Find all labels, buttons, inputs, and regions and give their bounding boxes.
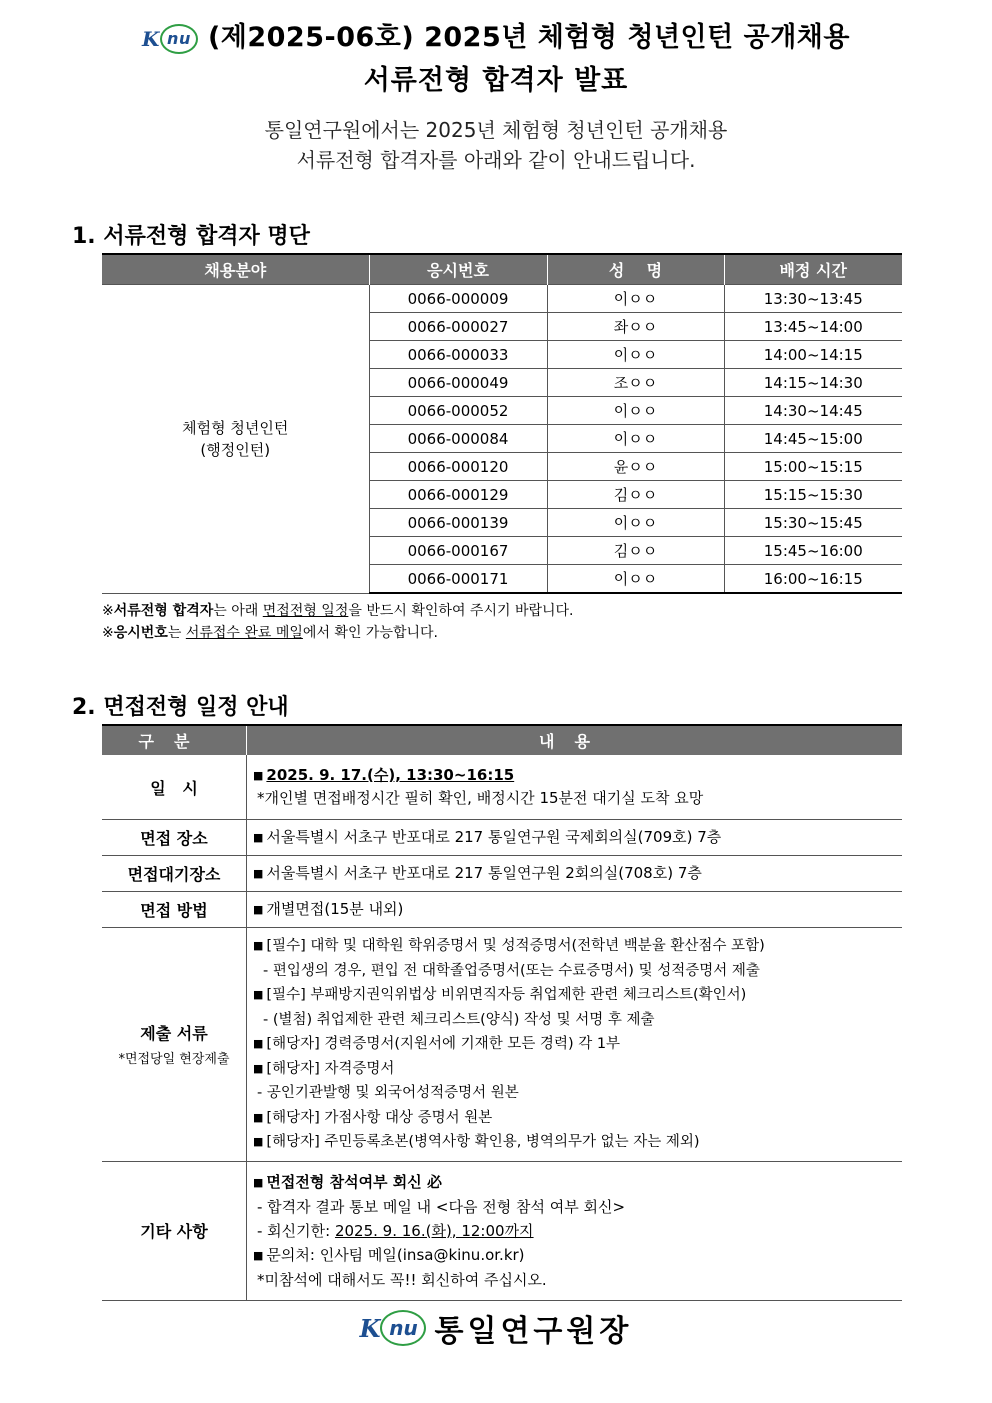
passer-id: 0066-000171 (369, 565, 547, 594)
docs-sublabel: *면접당일 현장제출 (118, 1052, 230, 1068)
row-method (102, 892, 902, 928)
passer-name: 이ㅇㅇ (547, 509, 724, 537)
passer-time: 15:15~15:30 (724, 481, 902, 509)
col-header-name: 성 명 (547, 254, 724, 285)
content-place: ■ 서울특별시 서초구 반포대로 217 통일연구원 국제회의실(709호) 7층 (247, 820, 903, 856)
label-date: 일 시 (102, 755, 247, 820)
title-line-2: 서류전형 합격자 발표 (363, 64, 629, 96)
col-header-division: 구분 (102, 725, 247, 755)
passer-time: 13:45~14:00 (724, 313, 902, 341)
note-1: ※서류전형 합격자는 아래 면접전형 일정을 반드시 확인하여 주시기 바랍니다. (102, 603, 574, 619)
passer-name: 좌ㅇㅇ (547, 313, 724, 341)
passer-id: 0066-000167 (369, 537, 547, 565)
passer-id: 0066-000084 (369, 425, 547, 453)
label-method: 면접 방법 (102, 892, 247, 928)
col-header-content: 내용 (247, 725, 903, 755)
section-2-title: 2. 면접전형 일정 안내 (72, 695, 289, 720)
passer-name: 김ㅇㅇ (547, 481, 724, 509)
kinu-logo-footer: K nu (360, 1310, 427, 1346)
interview-table-header (102, 725, 902, 755)
passer-time: 13:30~13:45 (724, 285, 902, 313)
bullet-icon: ■ (253, 867, 264, 880)
content-method: ■ 개별면접(15분 내외) (247, 892, 903, 928)
note-2: ※응시번호는 서류접수 완료 메일에서 확인 가능합니다. (102, 625, 438, 641)
passer-name: 이ㅇㅇ (547, 341, 724, 369)
intro-line-1: 통일연구원에서는 2025년 체험형 청년인턴 공개채용 (264, 118, 728, 142)
row-docs (102, 928, 902, 1162)
row-place (102, 820, 902, 856)
passer-name: 이ㅇㅇ (547, 285, 724, 313)
interview-table (102, 724, 902, 1301)
category-cell: 체험형 청년인턴 (행정인턴) (102, 285, 369, 594)
passer-time: 15:00~15:15 (724, 453, 902, 481)
passer-id: 0066-000129 (369, 481, 547, 509)
passer-time: 14:15~14:30 (724, 369, 902, 397)
passer-name: 이ㅇㅇ (547, 425, 724, 453)
passer-id: 0066-000120 (369, 453, 547, 481)
row-waiting (102, 856, 902, 892)
passer-id: 0066-000009 (369, 285, 547, 313)
content-waiting: ■ 서울특별시 서초구 반포대로 217 통일연구원 2회의실(708호) 7층 (247, 856, 903, 892)
passer-name: 이ㅇㅇ (547, 565, 724, 594)
content-etc: ■ 면접전형 참석여부 회신 必 - 합격자 결과 통보 메일 내 <다음 전형 참석 여부 회신> - 회신기한: 2025. 9. 16.(화), 12:00까지 ■ 문의처: 인사팀 메일(insa@kinu.or.kr) *미참석에 대해서도 꼭!! 회신하여 주십시오. (247, 1161, 903, 1300)
passer-time: 14:00~14:15 (724, 341, 902, 369)
col-header-time: 배정 시간 (724, 254, 902, 285)
intro-text (0, 115, 992, 175)
passer-name: 김ㅇㅇ (547, 537, 724, 565)
passer-table-header (102, 254, 902, 285)
bullet-icon: ■ (253, 769, 264, 782)
passer-id: 0066-000027 (369, 313, 547, 341)
label-docs: 제출 서류 *면접당일 현장제출 (102, 928, 247, 1162)
passer-row (102, 285, 902, 313)
passer-id: 0066-000139 (369, 509, 547, 537)
col-header-category: 채용분야 (102, 254, 369, 285)
label-waiting: 면접대기장소 (102, 856, 247, 892)
document-header (0, 18, 992, 101)
content-date (247, 755, 903, 820)
date-note: *개인별 면접배정시간 필히 확인, 배정시간 15분전 대기실 도착 요망 (257, 789, 704, 807)
bullet-icon: ■ (253, 903, 264, 916)
col-header-id: 응시번호 (369, 254, 547, 285)
passer-name: 윤ㅇㅇ (547, 453, 724, 481)
label-place: 면접 장소 (102, 820, 247, 856)
notes (102, 600, 574, 644)
passer-name: 이ㅇㅇ (547, 397, 724, 425)
passer-time: 16:00~16:15 (724, 565, 902, 594)
passer-id: 0066-000033 (369, 341, 547, 369)
interview-date: 2025. 9. 17.(수), 13:30~16:15 (266, 766, 515, 784)
passer-time: 15:30~15:45 (724, 509, 902, 537)
kinu-logo: K nu (142, 19, 198, 59)
passer-table (102, 253, 902, 594)
section-1-title: 1. 서류전형 합격자 명단 (72, 224, 310, 249)
passer-id: 0066-000049 (369, 369, 547, 397)
org-name: 통일연구원장 (434, 1314, 633, 1349)
passer-time: 14:30~14:45 (724, 397, 902, 425)
row-date (102, 755, 902, 820)
content-docs: ■ [필수] 대학 및 대학원 학위증명서 및 성적증명서(전학년 백분율 환산점수 포함) - 편입생의 경우, 편입 전 대학졸업증명서(또는 수료증명서) 및 성적증명서 제출 ■ [필수] 부패방지권익위법상 비위면직자등 취업제한 관련 체크리스트(확인서) - (별첨) 취업제한 관련 체크리스트(양식) 작성 및 서명 후 제출 ■ [해당자] 경력증명서(지원서에 기재한 모든 경력) 각 1부 ■ [해당자] 자격증명서 - 공인기관발행 및 외국어성적증명서 원본 ■ [해당자] 가점사항 대상 증명서 원본 ■ [해당자] 주민등록초본(병역사항 확인용, 병역의무가 없는 자는 제외) (247, 928, 903, 1162)
passer-time: 15:45~16:00 (724, 537, 902, 565)
label-etc: 기타 사항 (102, 1161, 247, 1300)
footer (0, 1306, 992, 1350)
title-text-1: (제2025-06호) 2025년 체험형 청년인턴 공개채용 (207, 22, 850, 53)
intro-line-2: 서류전형 합격자를 아래와 같이 안내드립니다. (296, 148, 696, 172)
title-line-1 (0, 18, 992, 59)
passer-name: 조ㅇㅇ (547, 369, 724, 397)
bullet-icon: ■ (253, 831, 264, 844)
row-etc (102, 1161, 902, 1300)
passer-time: 14:45~15:00 (724, 425, 902, 453)
passer-id: 0066-000052 (369, 397, 547, 425)
